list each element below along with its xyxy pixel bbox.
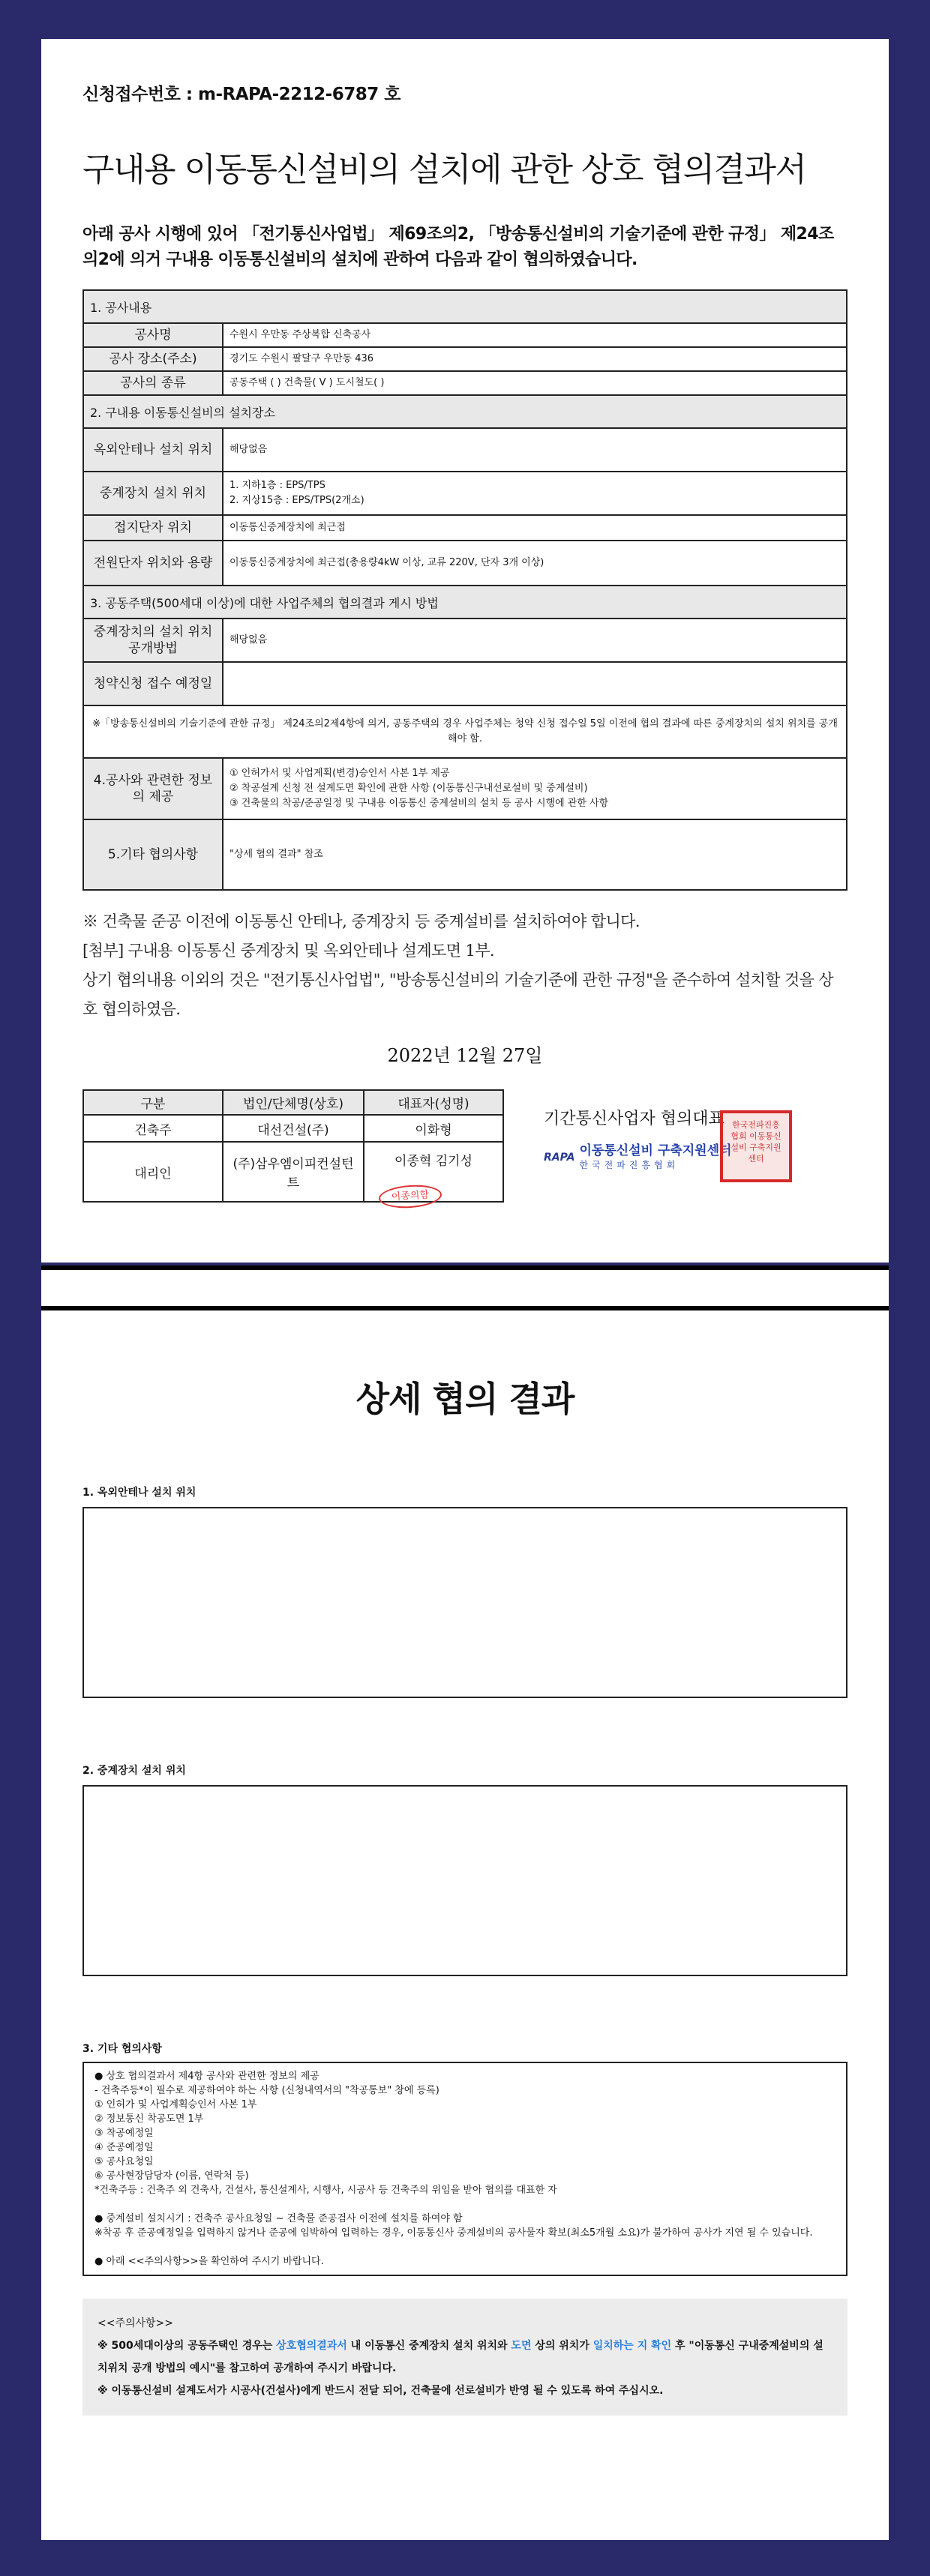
etc-line: ① 인허가 및 사업계획승인서 사본 1부: [94, 2099, 257, 2110]
etc-line: ⑤ 공사요청일: [94, 2156, 154, 2167]
disclosure-note: ※「방송통신설비의 기술기준에 관한 규정」 제24조의2제4항에 의거, 공동주택의 경우 사업주체는 청약 신청 접수일 5일 이전에 협의 결과에 따른 중계장치의 설치 위치를 공개해야 함.: [83, 705, 847, 758]
etc-line: ※착공 후 준공예정일을 입력하지 않거나 준공에 임박하여 입력하는 경우, 이동통신사 중계설비의 공사물자 확보(최소5개월 소요)가 불가하여 공사가 지연 될 수 있습니다.: [94, 2227, 813, 2239]
page-two: [41, 1310, 889, 2540]
rapa-logo-icon: RAPA: [544, 1151, 575, 1164]
caution-text: 내 이동통신 중계장치 설치 위치와: [346, 2340, 512, 2352]
notice-block: [82, 907, 848, 1024]
relay-line-2: 2. 지상15층 : EPS/TPS(2개소): [230, 495, 364, 506]
signature-table: [82, 1089, 504, 1203]
section-1-header: 1. 공사내용: [83, 290, 847, 323]
caution-highlight: 상호협의결과서: [276, 2340, 347, 2352]
sig-header-representative: 대표자(성명): [364, 1090, 503, 1115]
antenna-location-box: [82, 1507, 848, 1698]
page-one: [41, 39, 889, 1263]
terminal-label: 접지단자 위치: [83, 515, 223, 541]
etc-line: ② 정보통신 착공도면 1부: [94, 2113, 204, 2125]
info-line-2: ② 착공설계 신청 전 설계도면 확인에 관한 사항 (이동통신구내선로설비 및 중계설비): [230, 783, 588, 794]
project-name-label: 공사명: [83, 323, 223, 347]
page-gap: [41, 1270, 889, 1306]
registration-number: 신청접수번호 : m-RAPA-2212-6787 호: [82, 85, 400, 104]
agency-logo: [544, 1143, 731, 1171]
project-name-value: 수원시 우만동 주상복합 신축공사: [223, 323, 847, 347]
agency-title: 기간통신사업자 협의대표: [544, 1110, 724, 1128]
sig-row2-company: (주)삼우엠이피컨설턴트: [223, 1142, 364, 1202]
etc-line: *건축주등 : 건축주 외 건축사, 건설사, 통신설계사, 시행사, 시공사 등 건축주의 위임을 받아 협의를 대표한 자: [94, 2185, 557, 2196]
agency-name: 이동통신설비 구축지원센터: [579, 1143, 732, 1158]
caution-highlight: 일치하는 지 확인: [592, 2340, 672, 2352]
agency-subname: 한국전파진흥협회: [579, 1160, 680, 1170]
site-label: 공사 장소(주소): [83, 347, 223, 371]
info-label: 4.공사와 관련한 정보의 제공: [83, 758, 223, 819]
detail-antenna-heading: 1. 옥외안테나 설치 위치: [82, 1487, 196, 1499]
notice-line-2: [첨부] 구내용 이동통신 중계장치 및 옥외안테나 설계도면 1부.: [82, 942, 495, 960]
caution-line-2: [98, 2380, 832, 2402]
etc-line: ⑥ 공사현장담당자 (이름, 연락처 등): [94, 2170, 249, 2182]
etc-line: ● 중계설비 설치시기 : 건축주 공사요청일 ~ 건축물 준공검사 이전에 설치를 하여야 함: [94, 2213, 463, 2224]
detail-etc-heading: 3. 기타 협의사항: [82, 2043, 162, 2055]
etc-line: - 건축주등*이 필수로 제공하여야 하는 사항 (신청내역서의 "착공통보" 창에 등록): [94, 2085, 440, 2096]
caution-line-1: [98, 2335, 832, 2380]
signature-area: [82, 1089, 848, 1217]
detail-relay-heading: 2. 중계장치 설치 위치: [82, 1765, 186, 1777]
sig-row1-category: 건축주: [83, 1115, 223, 1142]
agreement-table: [82, 289, 848, 891]
relay-value: [223, 472, 847, 515]
power-value: 이동통신중계장치에 최근접(총용량4kW 이상, 교류 220V, 단자 3개 이상): [223, 541, 847, 586]
etc-line: [94, 2240, 836, 2254]
antenna-label: 옥외안테나 설치 위치: [83, 428, 223, 472]
info-value: [223, 758, 847, 819]
agreement-date: 2022년 12월 27일: [387, 1045, 543, 1066]
subscribe-value: [223, 662, 847, 705]
caution-text: 후 "이동통신 구내중계설비의 설치위치 공개 방법의 예시"를 참고하여 공개하여 주시기 바랍니다.: [98, 2340, 824, 2374]
info-line-1: ① 인허가서 및 사업계획(변경)승인서 사본 1부 제공: [230, 768, 450, 779]
etc-line: ③ 착공예정일: [94, 2128, 154, 2139]
sig-row1-representative: 이화형: [364, 1115, 503, 1142]
etc-details-box: [82, 2062, 848, 2276]
etc-line: ④ 준공예정일: [94, 2142, 154, 2153]
notice-line-1: ※ 건축물 준공 이전에 이동통신 안테나, 중계장치 등 중계설비를 설치하여야 합니다.: [82, 912, 640, 930]
caution-text: 상의 위치가: [531, 2340, 593, 2352]
sig-header-company: 법인/단체명(상호): [223, 1090, 364, 1115]
caution-text: ※ 500세대이상의 공동주택인 경우는: [98, 2340, 277, 2352]
notice-line-3: 상기 협의내용 이외의 것은 "전기통신사업법", "방송통신설비의 기술기준에 관한 규정"을 준수하여 설치할 것을 상호 협의하였음.: [82, 971, 834, 1018]
power-label: 전원단자 위치와 용량: [83, 541, 223, 586]
representative-seal: 이종의함: [378, 1183, 442, 1210]
etc-line: ● 아래 <<주의사항>>을 확인하여 주시기 바랍니다.: [94, 2256, 324, 2267]
relay-label: 중계장치 설치 위치: [83, 472, 223, 515]
sig-header-category: 구분: [83, 1090, 223, 1115]
etc-line: [94, 2197, 836, 2212]
etc-label: 5.기타 협의사항: [83, 819, 223, 890]
detail-title: 상세 협의 결과: [356, 1379, 574, 1419]
etc-line: ● 상호 협의결과서 제4항 공사와 관련한 정보의 제공: [94, 2071, 320, 2082]
terminal-value: 이동통신중계장치에 최근접: [223, 515, 847, 541]
info-line-3: ③ 건축물의 착공/준공일정 및 구내용 이동통신 중계설비의 설치 등 공사 시행에 관한 사항: [230, 798, 609, 809]
sig-row2-category: 대리인: [83, 1142, 223, 1202]
relay-line-1: 1. 지하1층 : EPS/TPS: [230, 480, 326, 491]
subscribe-label: 청약신청 접수 예정일: [83, 662, 223, 705]
caution-text: ※ 이동통신설비 설계도서가 시공사(건설사)에게 반드시 전달 되어, 건축물에 선로설비가 반영 될 수 있도록 하여 주십시오.: [98, 2385, 664, 2397]
disclose-value: 해당없음: [223, 619, 847, 662]
section-3-header: 3. 공동주택(500세대 이상)에 대한 사업주체의 협의결과 게시 방법: [83, 586, 847, 619]
document-title: 구내용 이동통신설비의 설치에 관한 상호 협의결과서: [82, 151, 806, 189]
caution-box: [82, 2299, 848, 2416]
sig-row1-company: 대선건설(주): [223, 1115, 364, 1142]
relay-location-box: [82, 1785, 848, 1976]
agency-seal: 한국전파진흥협회 이동통신설비 구축지원센터: [720, 1110, 792, 1182]
intro-paragraph: 아래 공사 시행에 있어 「전기통신사업법」 제69조의2, 「방송통신설비의 기술기준에 관한 규정」 제24조의2에 의거 구내용 이동통신설비의 설치에 관하여 다음과 같이 협의하였습니다.: [82, 225, 834, 269]
type-value: 공동주택 ( ) 건축물( V ) 도시철도( ): [223, 371, 847, 395]
type-label: 공사의 종류: [83, 371, 223, 395]
section-2-header: 2. 구내용 이동통신설비의 설치장소: [83, 395, 847, 428]
disclose-label: 중계장치의 설치 위치 공개방법: [83, 619, 223, 662]
site-value: 경기도 수원시 팔달구 우만동 436: [223, 347, 847, 371]
sig-row2-representative: 이종혁 김기성: [364, 1142, 503, 1202]
etc-value: "상세 협의 결과" 참조: [223, 819, 847, 890]
caution-title: <<주의사항>>: [98, 2317, 174, 2329]
caution-highlight: 도면: [511, 2340, 532, 2352]
antenna-value: 해당없음: [223, 428, 847, 472]
